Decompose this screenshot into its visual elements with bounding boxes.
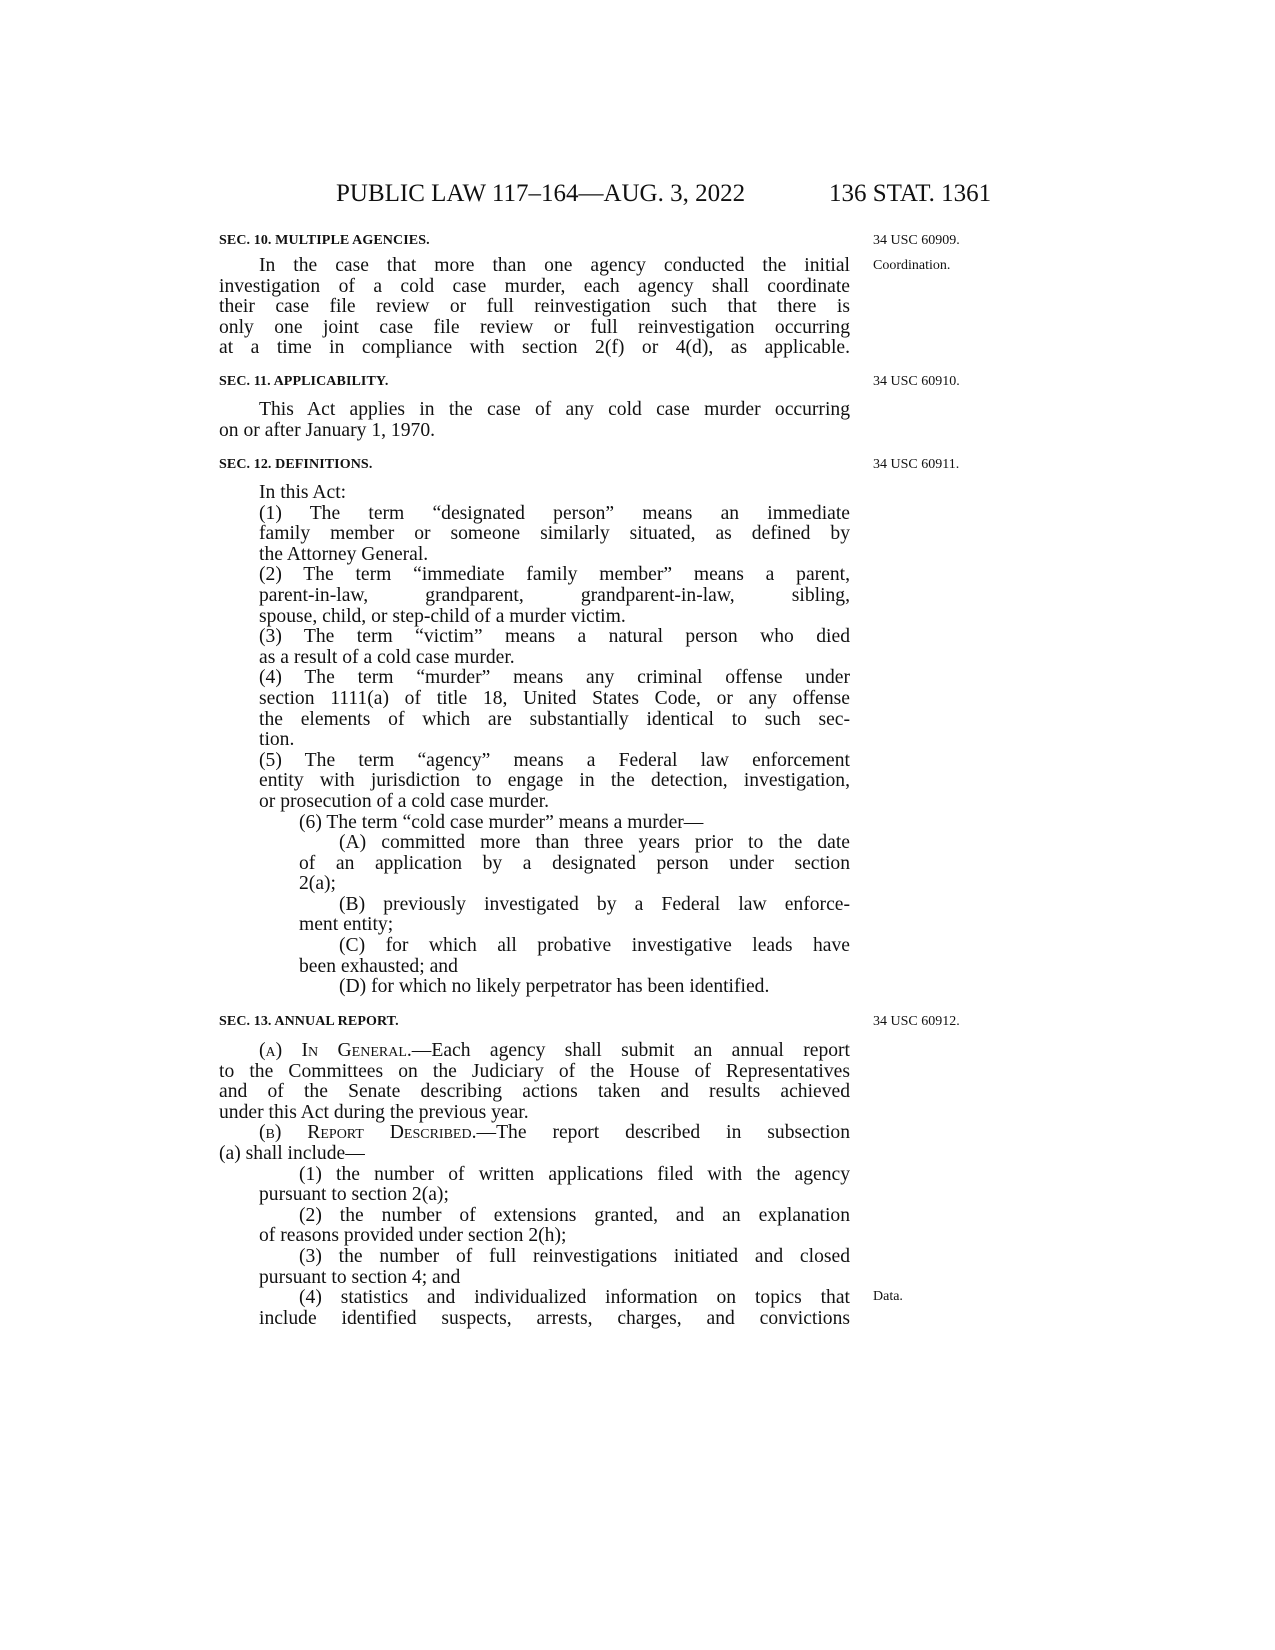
text-line: (2) the number of extensions granted, and an explanation — [299, 1205, 850, 1226]
section-12-body — [219, 483, 850, 998]
text-line: (2) The term “immediate family member” means a parent, — [259, 565, 850, 586]
text-line: (D) for which no likely perpetrator has been identified. — [339, 976, 770, 998]
text-line: (1) the number of written applications filed with the agency — [299, 1164, 850, 1185]
section-10-heading: SEC. 10. MULTIPLE AGENCIES. — [219, 233, 430, 248]
text-line: and of the Senate describing actions taken and results achieved — [219, 1082, 850, 1103]
text-line: (4) The term “murder” means any criminal offense under — [259, 668, 850, 689]
text-line: only one joint case file review or full reinvestigation occurring — [219, 317, 850, 338]
section-11-body — [219, 400, 850, 441]
text-line: This Act applies in the case of any cold case murder occurring — [259, 400, 850, 420]
margin-note-data: Data. — [873, 1289, 903, 1304]
text-span: —The report described in subsection — [476, 1123, 850, 1144]
margin-note-usc-60912: 34 USC 60912. — [873, 1014, 960, 1029]
text-line: investigation of a cold case murder, each agency shall coordinate — [219, 276, 850, 297]
text-line: their case file review or full reinvestigation such that there is — [219, 297, 850, 318]
section-13-heading: SEC. 13. ANNUAL REPORT. — [219, 1014, 399, 1029]
text-line: been exhausted; and — [299, 955, 458, 977]
text-line: or prosecution of a cold case murder. — [259, 790, 549, 812]
text-line: tion. — [259, 729, 295, 751]
subsection-a-first-line — [259, 1041, 850, 1062]
section-13-body — [219, 1041, 850, 1329]
section-11-heading: SEC. 11. APPLICABILITY. — [219, 374, 389, 389]
text-line: parent-in-law, grandparent, grandparent-in-law, sibling, — [259, 585, 850, 606]
statute-page-number: 136 STAT. 1361 — [829, 180, 992, 207]
text-line: under this Act during the previous year. — [219, 1101, 529, 1123]
text-line: ment entity; — [299, 914, 394, 936]
section-10-body — [219, 256, 850, 359]
margin-note-usc-60910: 34 USC 60910. — [873, 374, 960, 389]
text-line: of reasons provided under section 2(h); — [259, 1225, 567, 1247]
text-line: section 1111(a) of title 18, United States Code, or any offense — [259, 688, 850, 709]
text-line: (4) statistics and individualized information on topics that — [299, 1288, 850, 1309]
margin-note-coordination: Coordination. — [873, 258, 951, 273]
text-line: (3) the number of full reinvestigations initiated and closed — [299, 1246, 850, 1267]
text-line: at a time in compliance with section 2(f) or 4(d), as applicable. — [219, 338, 850, 359]
subsection-b-first-line — [259, 1123, 850, 1144]
text-line: (A) committed more than three years prior to the date — [339, 833, 850, 854]
text-span: —Each agency shall submit an annual report — [411, 1041, 850, 1061]
section-12-heading: SEC. 12. DEFINITIONS. — [219, 457, 373, 472]
subsection-b-label: (b) Report Described. — [259, 1123, 477, 1144]
text-line: to the Committees on the Judiciary of the House of Representatives — [219, 1061, 850, 1082]
text-line: In this Act: — [259, 482, 347, 503]
text-line: (1) The term “designated person” means an immediate — [259, 503, 850, 524]
text-line: (B) previously investigated by a Federal law enforce- — [339, 894, 850, 915]
text-line: (a) shall include— — [219, 1142, 365, 1164]
text-line: (5) The term “agency” means a Federal law enforcement — [259, 750, 850, 771]
running-header-title: PUBLIC LAW 117–164—AUG. 3, 2022 — [336, 180, 746, 207]
text-line: pursuant to section 4; and — [259, 1266, 461, 1288]
text-line: of an application by a designated person under section — [299, 853, 850, 874]
text-line: (6) The term “cold case murder” means a murder— — [299, 811, 704, 833]
subsection-a-label: (a) In General. — [259, 1041, 412, 1061]
text-line: 2(a); — [299, 873, 336, 895]
text-line: spouse, child, or step-child of a murder victim. — [259, 605, 626, 627]
text-line: on or after January 1, 1970. — [219, 419, 436, 441]
text-line: family member or someone similarly situated, as defined by — [259, 524, 850, 545]
text-line: include identified suspects, arrests, charges, and convictions — [259, 1308, 850, 1329]
text-line: In the case that more than one agency conducted the initial — [259, 256, 850, 276]
text-line: pursuant to section 2(a); — [259, 1184, 449, 1206]
text-line: (3) The term “victim” means a natural person who died — [259, 627, 850, 648]
text-line: the elements of which are substantially identical to such sec- — [259, 709, 850, 730]
margin-note-usc-60909: 34 USC 60909. — [873, 233, 960, 248]
text-line: as a result of a cold case murder. — [259, 646, 515, 668]
margin-note-usc-60911: 34 USC 60911. — [873, 457, 960, 472]
text-line: the Attorney General. — [259, 543, 429, 565]
text-line: entity with jurisdiction to engage in the detection, investigation, — [259, 771, 850, 792]
text-line: (C) for which all probative investigative leads have — [339, 936, 850, 957]
